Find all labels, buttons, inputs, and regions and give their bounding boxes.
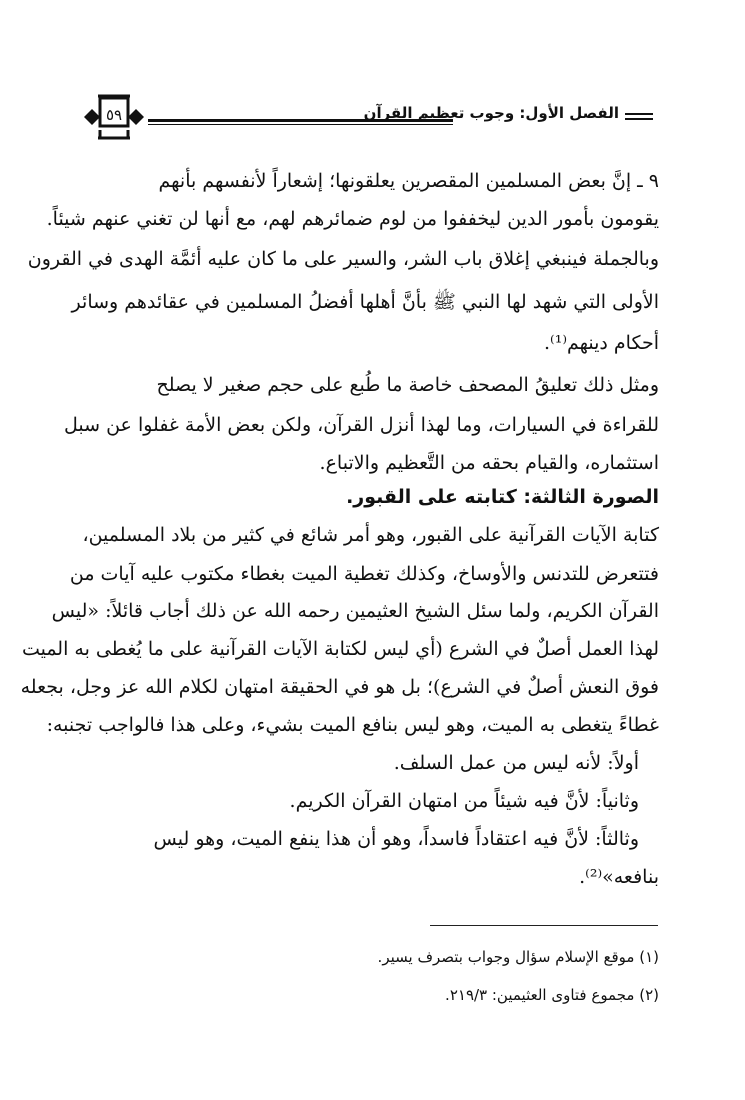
text-line: أحكام دينهم⁽¹⁾.: [543, 332, 659, 354]
section-heading: الصورة الثالثة: كتابته على القبور.: [346, 486, 659, 508]
footnote: (٢) مجموع فتاوى العثيمين: ٢١٩/٣.: [445, 986, 659, 1004]
page-header: [78, 92, 653, 142]
text-line: غطاءً يتغطى به الميت، وهو ليس بنافع الميت بشيء، وعلى هذا فالواجب تجنبه:: [46, 714, 659, 736]
footnote: (١) موقع الإسلام سؤال وجواب بتصرف يسير.: [377, 948, 659, 966]
footnote-separator: [430, 925, 658, 926]
text-line: وثانياً: لأنَّ فيه شيئاً من امتهان القرآن الكريم.: [289, 790, 639, 812]
text-line: يقومون بأمور الدين ليخففوا من لوم ضمائرهم لهم، مع أنها لن تغني عنهم شيئاً.: [46, 208, 659, 230]
text-line: ٩ ـ إنَّ بعض المسلمين المقصرين يعلقونها؛ إشعاراً لأنفسهم بأنهم: [158, 170, 659, 192]
chapter-title: الفصل الأول: وجوب تعظيم القرآن: [363, 104, 619, 122]
text-line: لهذا العمل أصلٌ في الشرع (أي ليس لكتابة الآيات القرآنية على ما يُغطى به الميت: [21, 638, 659, 660]
text-line: فوق النعش أصلٌ في الشرع)؛ بل هو في الحقيقة امتهان لكلام الله عز وجل، بجعله: [20, 676, 659, 698]
header-rule-thin: [148, 124, 453, 125]
text-line: أولاً: لأنه ليس من عمل السلف.: [393, 752, 639, 774]
text-line: فتتعرض للتدنس والأوساخ، وكذلك تغطية الميت بغطاء مكتوب عليه آيات من: [69, 563, 659, 585]
text-line: بنافعه»⁽²⁾.: [579, 866, 659, 888]
text-line: استثماره، والقيام بحقه من التَّعظيم والاتباع.: [319, 452, 659, 474]
text-line: القرآن الكريم، ولما سئل الشيخ العثيمين رحمه الله عن ذلك أجاب قائلاً: «ليس: [51, 600, 659, 622]
text-line: كتابة الآيات القرآنية على القبور، وهو أمر شائع في كثير من بلاد المسلمين،: [82, 524, 659, 546]
header-lead-rules: [625, 113, 653, 125]
text-line: للقراءة في السيارات، وما لهذا أنزل القرآن، ولكن بعض الأمة غفلوا عن سبل: [64, 414, 659, 436]
text-line: ومثل ذلك تعليقُ المصحف خاصة ما طُبع على حجم صغير لا يصلح: [156, 374, 659, 396]
page-number: ٥٩: [105, 106, 123, 124]
text-line: الأولى التي شهد لها النبي ﷺ بأنَّ أهلها أفضلُ المسلمين في عقائدهم وسائر: [71, 291, 659, 313]
text-line: وثالثاً: لأنَّ فيه اعتقاداً فاسداً، وهو أن هذا ينفع الميت، وهو ليس: [153, 828, 639, 850]
text-line: وبالجملة فينبغي إغلاق باب الشر، والسير على ما كان عليه أئمَّة الهدى في القرون: [27, 248, 659, 270]
